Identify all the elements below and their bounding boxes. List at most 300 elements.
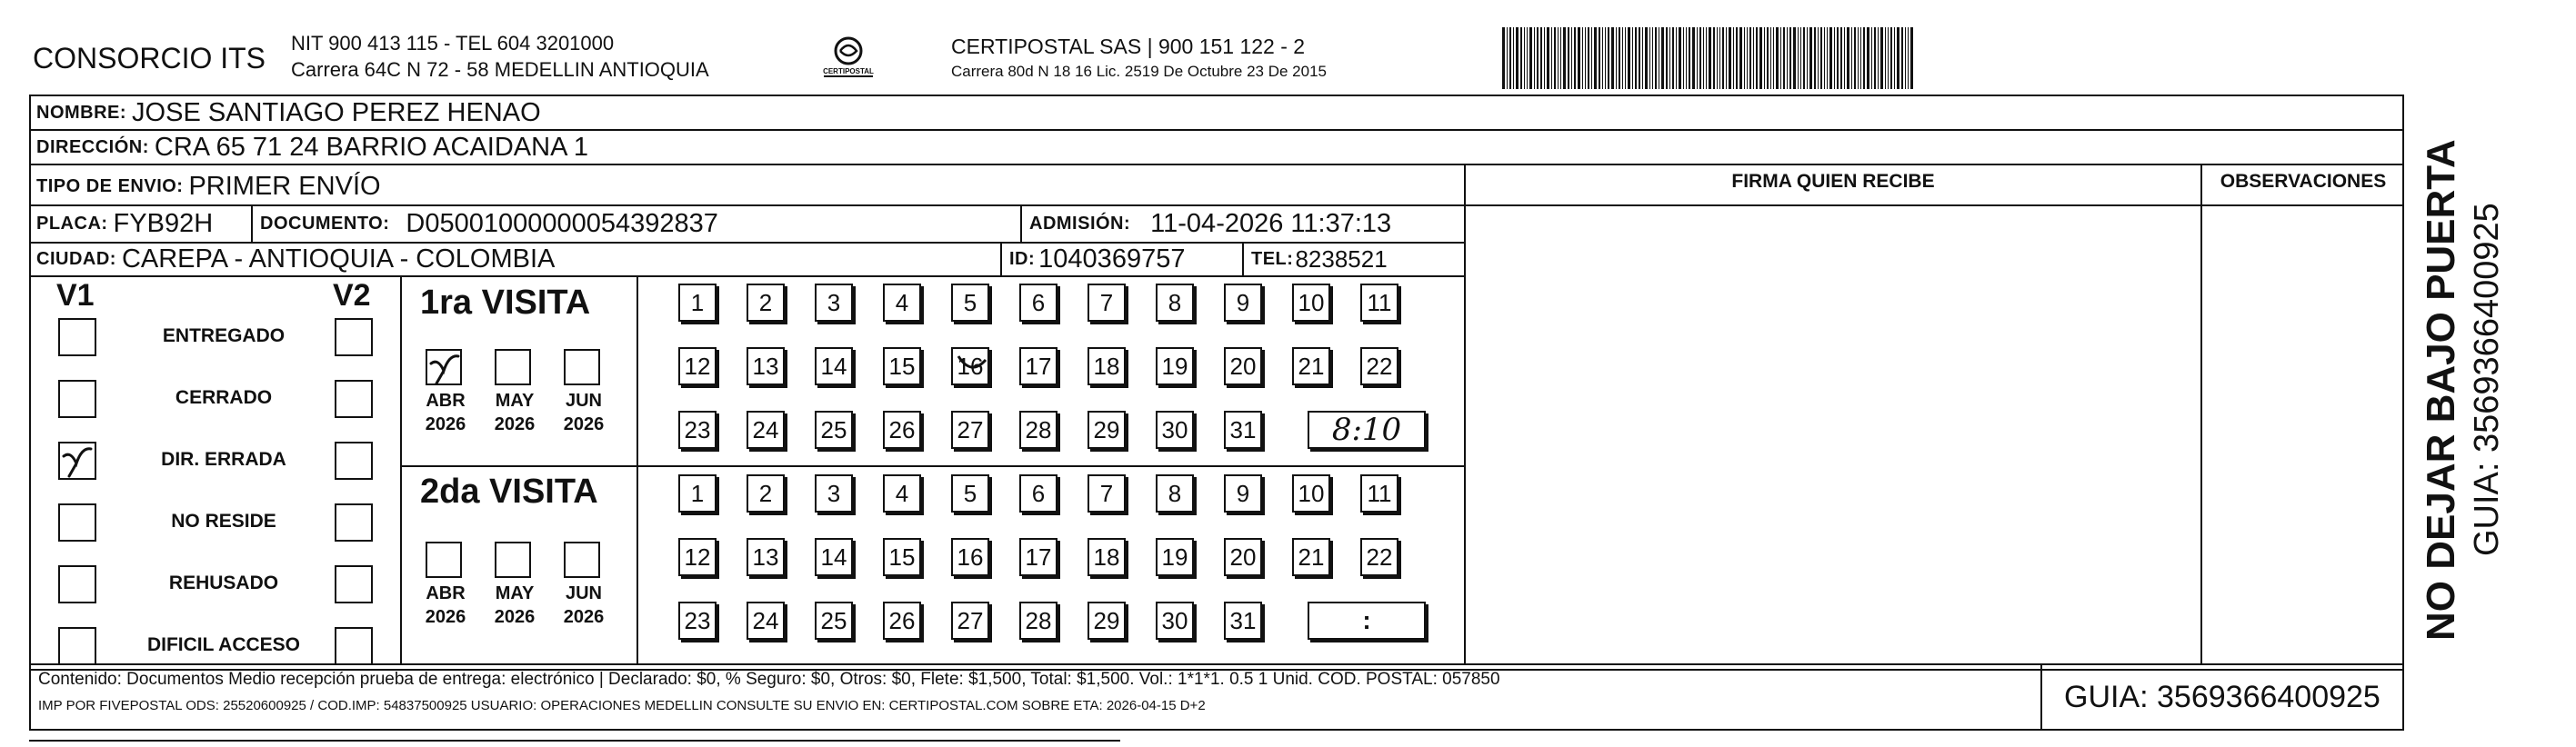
day-number: 30 — [1161, 415, 1188, 443]
day-number: 11 — [1367, 288, 1392, 316]
barcode-bar — [1783, 27, 1785, 89]
barcode-bar — [1897, 27, 1899, 89]
day-box[interactable] — [747, 602, 785, 640]
barcode-bar — [1639, 27, 1640, 89]
day-box[interactable] — [815, 602, 853, 640]
barcode-bar — [1608, 27, 1609, 89]
tel-row — [1251, 243, 1388, 275]
month-label — [416, 582, 475, 629]
barcode-bar — [1885, 27, 1886, 89]
day-number: 27 — [957, 606, 984, 634]
barcode-bar — [1756, 27, 1758, 89]
day-box[interactable] — [815, 411, 853, 449]
day-number: 31 — [1229, 606, 1257, 634]
status-v2-checkbox[interactable] — [335, 503, 373, 542]
status-v1-checkbox[interactable] — [58, 503, 96, 542]
day-number: 17 — [1025, 352, 1052, 380]
day-box[interactable] — [1019, 284, 1057, 322]
visit1-time-box[interactable] — [1308, 411, 1426, 449]
barcode-bar — [1803, 27, 1805, 89]
barcode-bar — [1874, 27, 1876, 89]
visit2-time: : — [1362, 606, 1371, 634]
day-box[interactable] — [1292, 474, 1330, 513]
barcode-bar — [1910, 27, 1913, 89]
barcode-bar — [1622, 27, 1623, 89]
barcode-bar — [1834, 27, 1835, 89]
barcode-bar — [1860, 27, 1861, 89]
address-row — [36, 131, 588, 164]
day-box[interactable] — [815, 347, 853, 385]
day-number: 17 — [1025, 543, 1052, 571]
visit1-time: 8:10 — [1331, 412, 1402, 448]
admission-datetime: 11-04-2026 11:37:13 — [1150, 208, 1392, 238]
barcode-bar — [1847, 27, 1849, 89]
day-box[interactable] — [1088, 411, 1126, 449]
tel-label: TEL: — [1251, 248, 1294, 269]
day-box[interactable] — [883, 538, 921, 576]
company-name: CONSORCIO ITS — [33, 42, 266, 75]
month-checkbox[interactable] — [564, 542, 600, 578]
barcode-bar — [1722, 27, 1724, 89]
day-box[interactable] — [678, 602, 717, 640]
barcode-bar — [1890, 27, 1892, 89]
barcode-bar — [1554, 27, 1556, 89]
barcode-bar — [1524, 27, 1525, 89]
day-box[interactable] — [1019, 474, 1057, 513]
day-box[interactable] — [747, 411, 785, 449]
barcode-bar — [1814, 27, 1816, 89]
certipostal-logo — [817, 33, 880, 87]
barcode-bar — [1764, 27, 1765, 89]
shipment-type-label: TIPO DE ENVIO: — [36, 175, 184, 196]
barcode-bar — [1686, 27, 1687, 89]
day-box[interactable] — [1088, 284, 1126, 322]
day-box[interactable] — [1224, 602, 1262, 640]
barcode-bar — [1697, 27, 1698, 89]
day-box[interactable] — [815, 284, 853, 322]
day-number: 9 — [1236, 288, 1250, 316]
day-number: 18 — [1093, 543, 1120, 571]
id-row — [1009, 243, 1185, 275]
barcode-bar — [1560, 27, 1561, 89]
barcode-bar — [1611, 27, 1614, 89]
day-box[interactable] — [883, 411, 921, 449]
day-box[interactable] — [678, 474, 717, 513]
status-option-label: CERRADO — [175, 387, 273, 408]
name-label: NOMBRE: — [36, 102, 127, 123]
company-address: Carrera 64C N 72 - 58 MEDELLIN ANTIOQUIA — [291, 58, 709, 81]
status-v1-checkbox[interactable] — [58, 627, 96, 665]
company-nit-tel: NIT 900 413 115 - TEL 604 3201000 — [291, 32, 615, 55]
plate-label: PLACA: — [36, 213, 108, 234]
barcode-bar — [1894, 27, 1895, 89]
day-number: 21 — [1298, 543, 1325, 571]
day-number: 1 — [690, 479, 705, 507]
barcode-bar — [1744, 27, 1745, 89]
visit2-time-box[interactable] — [1308, 602, 1426, 640]
visit1-title: 1ra VISITA — [420, 284, 591, 322]
status-v1-checkbox[interactable] — [58, 565, 96, 603]
status-v2-checkbox[interactable] — [335, 318, 373, 356]
barcode-bar — [1753, 27, 1754, 89]
admission-row — [1029, 206, 1391, 241]
day-box[interactable] — [951, 347, 989, 385]
barcode-bar — [1568, 27, 1569, 89]
month-year: 2026 — [425, 607, 466, 627]
day-box[interactable] — [1292, 284, 1330, 322]
month-year: 2026 — [563, 607, 605, 627]
day-number: 12 — [684, 543, 711, 571]
side-guia: GUIA: 3569366400925 — [2468, 203, 2506, 556]
day-box[interactable] — [1088, 474, 1126, 513]
barcode-bar — [1706, 27, 1707, 89]
barcode-bar — [1513, 27, 1514, 89]
day-number: 28 — [1025, 606, 1052, 634]
day-box[interactable] — [1088, 602, 1126, 640]
barcode-bar — [1635, 27, 1637, 89]
month-name: MAY — [495, 391, 535, 411]
barcode-bar — [1793, 27, 1796, 89]
barcode-bar — [1908, 27, 1909, 89]
month-checkbox[interactable] — [495, 542, 531, 578]
v2-label: V2 — [333, 278, 371, 313]
day-number: 23 — [684, 415, 711, 443]
day-box[interactable] — [951, 474, 989, 513]
signature-column-header: FIRMA QUIEN RECIBE — [1731, 171, 1935, 192]
barcode-bar — [1652, 27, 1653, 89]
logo-icon — [817, 33, 880, 87]
day-box[interactable] — [951, 602, 989, 640]
day-number: 4 — [895, 288, 909, 316]
barcode-bar — [1527, 27, 1528, 89]
day-number: 4 — [895, 479, 909, 507]
barcode-bar — [1709, 27, 1711, 89]
barcode-bar — [1827, 27, 1828, 89]
day-box[interactable] — [1156, 538, 1194, 576]
day-number: 15 — [888, 352, 916, 380]
carrier-line2: Carrera 80d N 18 16 Lic. 2519 De Octubre 23 De 2015 — [951, 63, 1327, 80]
day-number: 25 — [820, 415, 847, 443]
barcode-bar — [1666, 27, 1668, 89]
month-name: JUN — [565, 583, 602, 603]
city-label: CIUDAD: — [36, 248, 116, 269]
barcode-bar — [1699, 27, 1701, 89]
month-checkbox[interactable] — [426, 542, 462, 578]
barcode-bar — [1537, 27, 1539, 89]
barcode-bar — [1507, 27, 1508, 89]
day-box[interactable] — [1019, 538, 1057, 576]
barcode-bar — [1789, 27, 1791, 89]
day-number: 28 — [1025, 415, 1052, 443]
barcode-bar — [1679, 27, 1681, 89]
visit2-title: 2da VISITA — [420, 473, 598, 511]
barcode-bar — [1809, 27, 1812, 89]
day-box[interactable] — [1224, 284, 1262, 322]
recipient-name: JOSE SANTIAGO PEREZ HENAO — [132, 97, 541, 127]
barcode-bar — [1807, 27, 1808, 89]
month-year: 2026 — [563, 414, 605, 434]
day-box[interactable] — [1292, 538, 1330, 576]
day-box[interactable] — [1224, 474, 1262, 513]
barcode-bar — [1540, 27, 1542, 89]
month-label — [416, 389, 475, 436]
barcode-bar — [1689, 27, 1690, 89]
barcode-bar — [1642, 27, 1643, 89]
day-box[interactable] — [883, 284, 921, 322]
barcode-bar — [1837, 27, 1839, 89]
day-box[interactable] — [1019, 347, 1057, 385]
day-box[interactable] — [747, 347, 785, 385]
month-label — [555, 389, 613, 436]
day-number: 8 — [1168, 479, 1182, 507]
month-label — [486, 389, 544, 436]
day-number: 7 — [1099, 479, 1114, 507]
barcode-bar — [1851, 27, 1852, 89]
status-v1-checkbox[interactable] — [58, 318, 96, 356]
barcode-bar — [1645, 27, 1648, 89]
day-box[interactable] — [815, 538, 853, 576]
barcode-bar — [1628, 27, 1630, 89]
barcode-bar — [1683, 27, 1684, 89]
barcode-bar — [1824, 27, 1825, 89]
barcode-bar — [1578, 27, 1580, 89]
day-number: 2 — [758, 479, 773, 507]
day-box[interactable] — [883, 474, 921, 513]
day-box[interactable] — [678, 347, 717, 385]
day-box[interactable] — [1156, 284, 1194, 322]
day-box[interactable] — [1156, 602, 1194, 640]
day-box[interactable] — [747, 538, 785, 576]
day-box[interactable] — [1156, 347, 1194, 385]
day-number: 14 — [820, 543, 847, 571]
day-box[interactable] — [678, 411, 717, 449]
barcode-bar — [1571, 27, 1572, 89]
day-number: 5 — [963, 288, 977, 316]
plate: FYB92H — [113, 208, 214, 238]
barcode-bar — [1878, 27, 1879, 89]
month-checkbox[interactable] — [564, 349, 600, 385]
day-box[interactable] — [678, 538, 717, 576]
day-number: 30 — [1161, 606, 1188, 634]
status-v2-checkbox[interactable] — [335, 627, 373, 665]
day-box[interactable] — [1019, 411, 1057, 449]
day-box[interactable] — [1088, 347, 1126, 385]
status-v1-checkbox[interactable] — [58, 442, 96, 480]
day-number: 13 — [752, 543, 779, 571]
status-option-label: REHUSADO — [168, 573, 279, 593]
day-box[interactable] — [1360, 474, 1398, 513]
barcode-bar — [1616, 27, 1617, 89]
barcode-bar — [1591, 27, 1592, 89]
day-number: 7 — [1099, 288, 1114, 316]
barcode-bar — [1649, 27, 1650, 89]
day-number: 31 — [1229, 415, 1257, 443]
barcode — [1502, 27, 1915, 89]
barcode-bar — [1767, 27, 1769, 89]
month-year: 2026 — [425, 414, 466, 434]
barcode-bar — [1599, 27, 1600, 89]
barcode-bar — [1619, 27, 1620, 89]
month-label — [555, 582, 613, 629]
day-box[interactable] — [1360, 347, 1398, 385]
barcode-bar — [1558, 27, 1559, 89]
day-box[interactable] — [1156, 411, 1194, 449]
month-year: 2026 — [494, 414, 536, 434]
logo-text: CERTIPOSTAL — [817, 67, 880, 75]
barcode-bar — [1776, 27, 1779, 89]
barcode-bar — [1551, 27, 1552, 89]
day-number: 24 — [752, 415, 779, 443]
barcode-bar — [1858, 27, 1859, 89]
status-v2-checkbox[interactable] — [335, 380, 373, 418]
status-v1-checkbox[interactable] — [58, 380, 96, 418]
shipment-type-row — [36, 169, 381, 204]
barcode-bar — [1534, 27, 1535, 89]
day-box[interactable] — [678, 284, 717, 322]
barcode-bar — [1509, 27, 1511, 89]
day-number: 9 — [1236, 479, 1250, 507]
day-number: 20 — [1229, 543, 1257, 571]
barcode-bar — [1854, 27, 1856, 89]
day-box[interactable] — [747, 474, 785, 513]
day-number: 16 — [957, 543, 984, 571]
month-checkbox[interactable] — [426, 349, 462, 385]
day-box[interactable] — [951, 538, 989, 576]
barcode-bar — [1625, 27, 1626, 89]
barcode-bar — [1905, 27, 1906, 89]
day-box[interactable] — [1360, 538, 1398, 576]
barcode-bar — [1574, 27, 1576, 89]
barcode-bar — [1547, 27, 1549, 89]
barcode-bar — [1749, 27, 1751, 89]
barcode-bar — [1829, 27, 1832, 89]
day-box[interactable] — [1360, 284, 1398, 322]
day-box[interactable] — [815, 474, 853, 513]
day-number: 15 — [888, 543, 916, 571]
day-box[interactable] — [1224, 347, 1262, 385]
status-option-label: DIR. ERRADA — [161, 449, 286, 470]
day-number: 6 — [1031, 479, 1046, 507]
barcode-bar — [1867, 27, 1869, 89]
day-box[interactable] — [951, 411, 989, 449]
address-label: DIRECCIÓN: — [36, 136, 149, 157]
barcode-bar — [1582, 27, 1583, 89]
status-v2-checkbox[interactable] — [335, 565, 373, 603]
day-box[interactable] — [1088, 538, 1126, 576]
day-number: 22 — [1366, 352, 1393, 380]
day-number: 13 — [752, 352, 779, 380]
day-box[interactable] — [1224, 538, 1262, 576]
day-number: 24 — [752, 606, 779, 634]
barcode-bar — [1713, 27, 1715, 89]
day-number: 23 — [684, 606, 711, 634]
day-number: 3 — [827, 479, 841, 507]
id-label: ID: — [1009, 248, 1036, 269]
day-box[interactable] — [1292, 347, 1330, 385]
day-number: 2 — [758, 288, 773, 316]
recipient-address: CRA 65 71 24 BARRIO ACAIDANA 1 — [154, 132, 589, 162]
day-number: 20 — [1229, 352, 1257, 380]
month-year: 2026 — [494, 607, 536, 627]
barcode-bar — [1672, 27, 1674, 89]
carrier-line1: CERTIPOSTAL SAS | 900 151 122 - 2 — [951, 35, 1306, 58]
status-option-label: DIFICIL ACCESO — [146, 634, 300, 655]
day-number: 26 — [888, 606, 916, 634]
day-box[interactable] — [1156, 474, 1194, 513]
day-box[interactable] — [1224, 411, 1262, 449]
barcode-bar — [1520, 27, 1522, 89]
status-option-label: NO RESIDE — [171, 511, 276, 532]
barcode-bar — [1759, 27, 1762, 89]
barcode-bar — [1773, 27, 1774, 89]
barcode-bar — [1717, 27, 1718, 89]
id-number: 1040369757 — [1038, 244, 1186, 274]
barcode-bar — [1739, 27, 1742, 89]
footer-print-info: IMP POR FIVEPOSTAL ODS: 25520600925 / COD.IMP: 54837500925 USUARIO: OPERACIONES MEDELLIN CONSULTE SU ENVIO EN: CERTIPOSTAL.COM SOBRE ETA: 2026-04-15 D+2 — [38, 698, 1206, 713]
barcode-bar — [1544, 27, 1545, 89]
status-v2-checkbox[interactable] — [335, 442, 373, 480]
barcode-bar — [1798, 27, 1799, 89]
day-box[interactable] — [747, 284, 785, 322]
document-number: D05001000000054392837 — [406, 208, 718, 238]
month-name: MAY — [495, 583, 535, 603]
v1-label: V1 — [56, 278, 95, 313]
day-box[interactable] — [883, 347, 921, 385]
day-number: 29 — [1093, 415, 1120, 443]
day-box[interactable] — [1019, 602, 1057, 640]
month-checkbox[interactable] — [495, 349, 531, 385]
barcode-bar — [1844, 27, 1845, 89]
day-number: 27 — [957, 415, 984, 443]
barcode-bar — [1747, 27, 1748, 89]
day-number: 21 — [1298, 352, 1325, 380]
day-number: 8 — [1168, 288, 1182, 316]
month-name: ABR — [426, 583, 466, 603]
barcode-bar — [1719, 27, 1720, 89]
side-notice: NO DEJAR BAJO PUERTA — [2419, 139, 2463, 641]
barcode-bar — [1703, 27, 1704, 89]
barcode-bar — [1787, 27, 1788, 89]
barcode-bar — [1661, 27, 1664, 89]
shipment-type: PRIMER ENVÍO — [188, 171, 381, 201]
month-label — [486, 582, 544, 629]
day-box[interactable] — [883, 602, 921, 640]
barcode-bar — [1669, 27, 1670, 89]
barcode-bar — [1800, 27, 1801, 89]
barcode-bar — [1605, 27, 1606, 89]
barcode-bar — [1602, 27, 1603, 89]
day-number: 26 — [888, 415, 916, 443]
barcode-bar — [1655, 27, 1657, 89]
footer-contents: Contenido: Documentos Medio recepción prueba de entrega: electrónico | Declarado: $0, % Seguro: $0, Otros: $0, Flete: $1,500, Total: $1,500. Vol.: 1*1*1. 0.5 1 Unid. COD. POSTAL: 057850 — [38, 670, 1500, 689]
day-number: 22 — [1366, 543, 1393, 571]
barcode-bar — [1516, 27, 1519, 89]
barcode-bar — [1880, 27, 1883, 89]
barcode-bar — [1820, 27, 1822, 89]
day-number: 12 — [684, 352, 711, 380]
day-number: 14 — [820, 352, 847, 380]
barcode-bar — [1726, 27, 1727, 89]
day-number: 10 — [1298, 288, 1325, 316]
plate-row — [36, 206, 213, 241]
month-name: JUN — [565, 391, 602, 411]
day-box[interactable] — [951, 284, 989, 322]
barcode-bar — [1733, 27, 1734, 89]
barcode-bar — [1594, 27, 1597, 89]
barcode-bar — [1563, 27, 1566, 89]
month-name: ABR — [426, 391, 466, 411]
document-row — [260, 206, 718, 241]
